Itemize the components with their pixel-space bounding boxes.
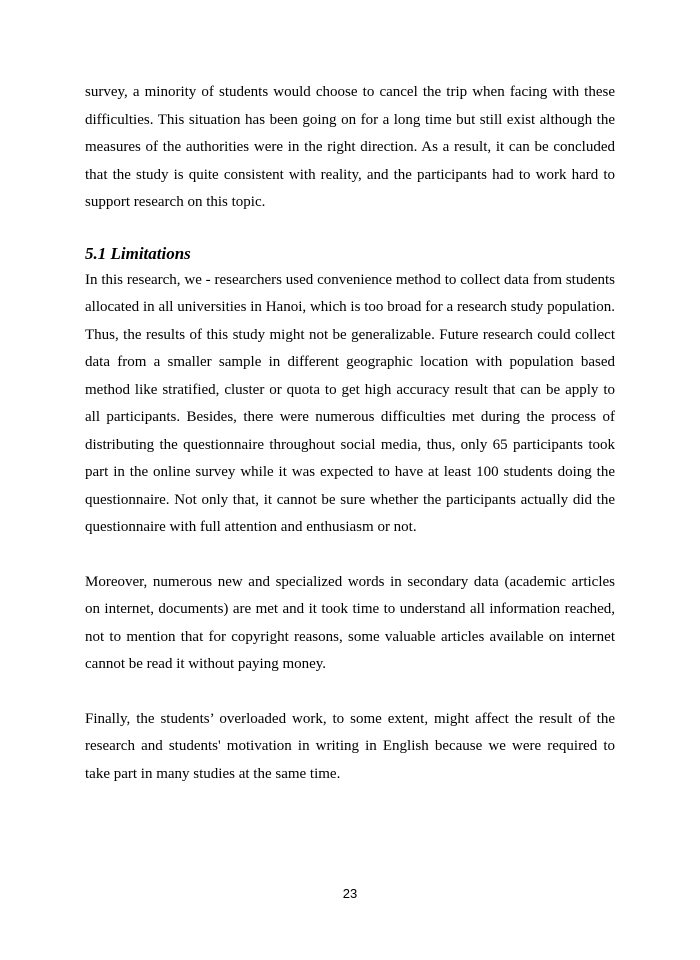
paragraph-secondary-data: Moreover, numerous new and specialized words in secondary data (academic articles on internet, documents) are met and it took time to understand all information reached, not to mention that for copyright reasons, some valuable articles available on internet cannot be read it without paying money.	[85, 573, 615, 672]
opening-paragraph: survey, a minority of students would choose to cancel the trip when facing with these difficulties. This situation has been going on for a long time but still exist although the measures of the authorities were in the right direction. As a result, it can be concluded that the study is quite consistent with reality, and the participants had to work hard to support research on this topic.	[85, 84, 615, 210]
paragraph-overloaded-work: Finally, the students’ overloaded work, to some extent, might affect the result of the research and students' motivation in writing in English because we were required to take part in many studies at the same time.	[85, 710, 615, 782]
page-number: 23	[342, 886, 358, 901]
section-heading-limitations: 5.1 Limitations	[85, 243, 191, 263]
paragraph-methodology-limits: In this research, we - researchers used convenience method to collect data from students allocated in all universities in Hanoi, which is too broad for a research study population. Thus, the results of this study might not be generalizable. Future research could collect data from a smaller sample in different geographic location with population based method like stratified, cluster or quota to get high accuracy result that can be apply to all participants. Besides, there were numerous difficulties met during the process of distributing the questionnaire throughout social media, thus, only 65 participants took part in the online survey while it was expected to have at least 100 students doing the questionnaire. Not only that, it cannot be sure whether the participants actually did the questionnaire with full attention and enthusiasm or not.	[85, 271, 615, 535]
page-body	[85, 79, 615, 788]
